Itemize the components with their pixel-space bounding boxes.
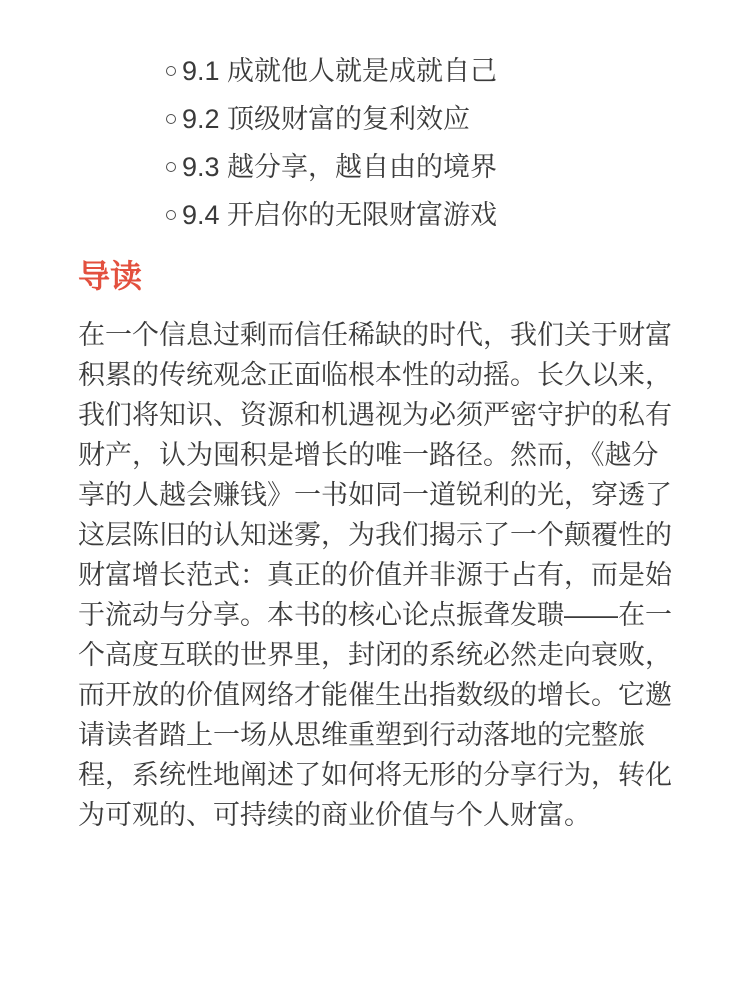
toc-item <box>78 143 672 191</box>
toc-item-label: 9.3 越分享，越自由的境界 <box>182 152 498 182</box>
toc-item-label: 9.1 成就他人就是成就自己 <box>182 56 498 86</box>
toc-item <box>78 47 672 95</box>
circle-bullet-icon <box>166 66 176 76</box>
circle-bullet-icon <box>166 210 176 220</box>
intro-paragraph: 在一个信息过剩而信任稀缺的时代，我们关于财富积累的传统观念正面临根本性的动摇。长久以来，我们将知识、资源和机遇视为必须严密守护的私有财产，认为囤积是增长的唯一路径。然而，《越分享的人越会赚钱》一书如同一道锐利的光，穿透了这层陈旧的认知迷雾，为我们揭示了一个颠覆性的财富增长范式：真正的价值并非源于占有，而是始于流动与分享。本书的核心论点振聋发聩——在一个高度互联的世界里，封闭的系统必然走向衰败，而开放的价值网络才能催生出指数级的增长。它邀请读者踏上一场从思维重塑到行动落地的完整旅程，系统性地阐述了如何将无形的分享行为，转化为可观的、可持续的商业价值与个人财富。 <box>78 320 672 830</box>
chapter-toc-list <box>78 47 672 239</box>
toc-item-label: 9.4 开启你的无限财富游戏 <box>182 200 498 230</box>
toc-item <box>78 191 672 239</box>
section-heading: 导读 <box>78 258 143 294</box>
circle-bullet-icon <box>166 162 176 172</box>
circle-bullet-icon <box>166 114 176 124</box>
toc-item-label: 9.2 顶级财富的复利效应 <box>182 104 471 134</box>
toc-item <box>78 95 672 143</box>
